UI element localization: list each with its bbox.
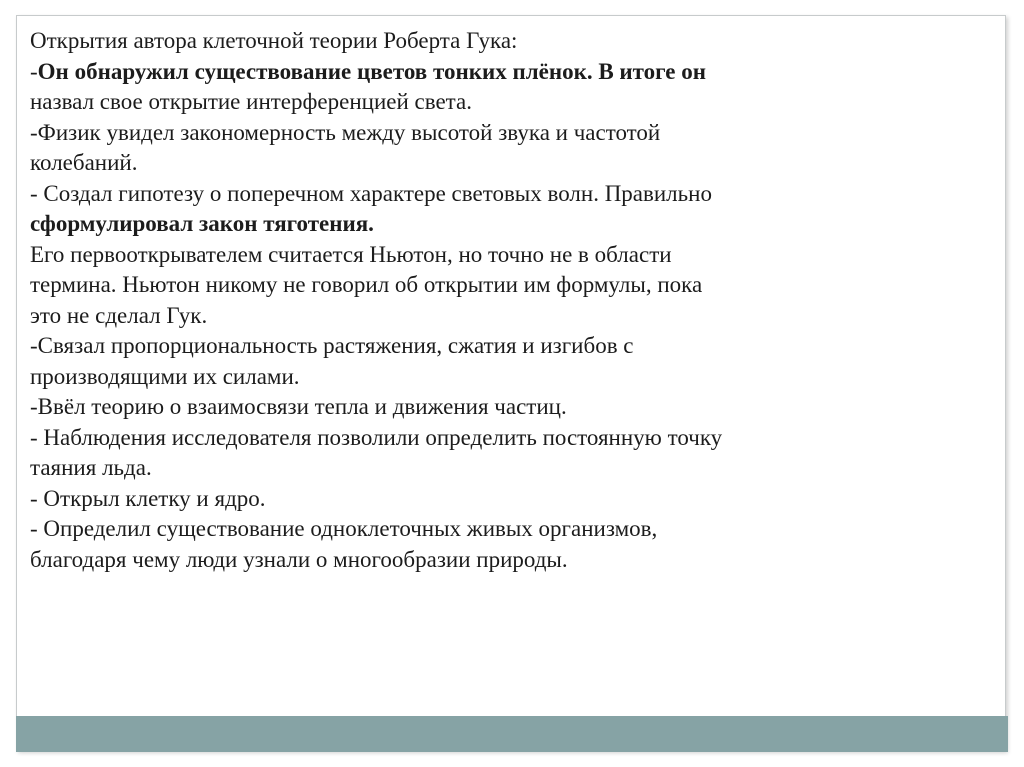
- text-line-6: - Создал гипотезу о поперечном характере световых волн. Правильно: [30, 180, 712, 206]
- text-line-2: -Он обнаружил существование цветов тонких плёнок. В итоге он: [30, 58, 707, 84]
- text-line-18: благодаря чему люди узнали о многообразии природы.: [30, 546, 568, 572]
- text-line-17: - Определил существование одноклеточных живых организмов,: [30, 516, 658, 541]
- text-line-16: - Открыл клетку и ядро.: [30, 485, 266, 511]
- text-line-1: Открытия автора клеточной теории Роберта Гука:: [30, 28, 518, 53]
- text-line-7: сформулировал закон тяготения.: [30, 211, 374, 236]
- text-line-15: таяния льда.: [30, 455, 152, 480]
- text-line-10: это не сделал Гук.: [30, 302, 208, 328]
- text-line-9: термина. Ньютон никому не говорил об открытии им формулы, пока: [30, 272, 703, 297]
- text-line-14: - Наблюдения исследователя позволили определить постоянную точку: [30, 424, 723, 450]
- text-line-8: Его первооткрывателем считается Ньютон, но точно не в области: [30, 241, 672, 267]
- text-line-12: производящими их силами.: [30, 363, 300, 389]
- footer-bar: [16, 716, 1008, 752]
- text-line-13: -Ввёл теорию о взаимосвязи тепла и движения частиц.: [30, 394, 567, 419]
- text-line-5: колебаний.: [30, 150, 138, 175]
- slide-body-text: [30, 26, 970, 575]
- text-line-4: -Физик увидел закономерность между высотой звука и частотой: [30, 119, 661, 145]
- text-line-3: назвал свое открытие интерференцией света.: [30, 89, 472, 114]
- text-line-11: -Связал пропорциональность растяжения, сжатия и изгибов с: [30, 333, 634, 358]
